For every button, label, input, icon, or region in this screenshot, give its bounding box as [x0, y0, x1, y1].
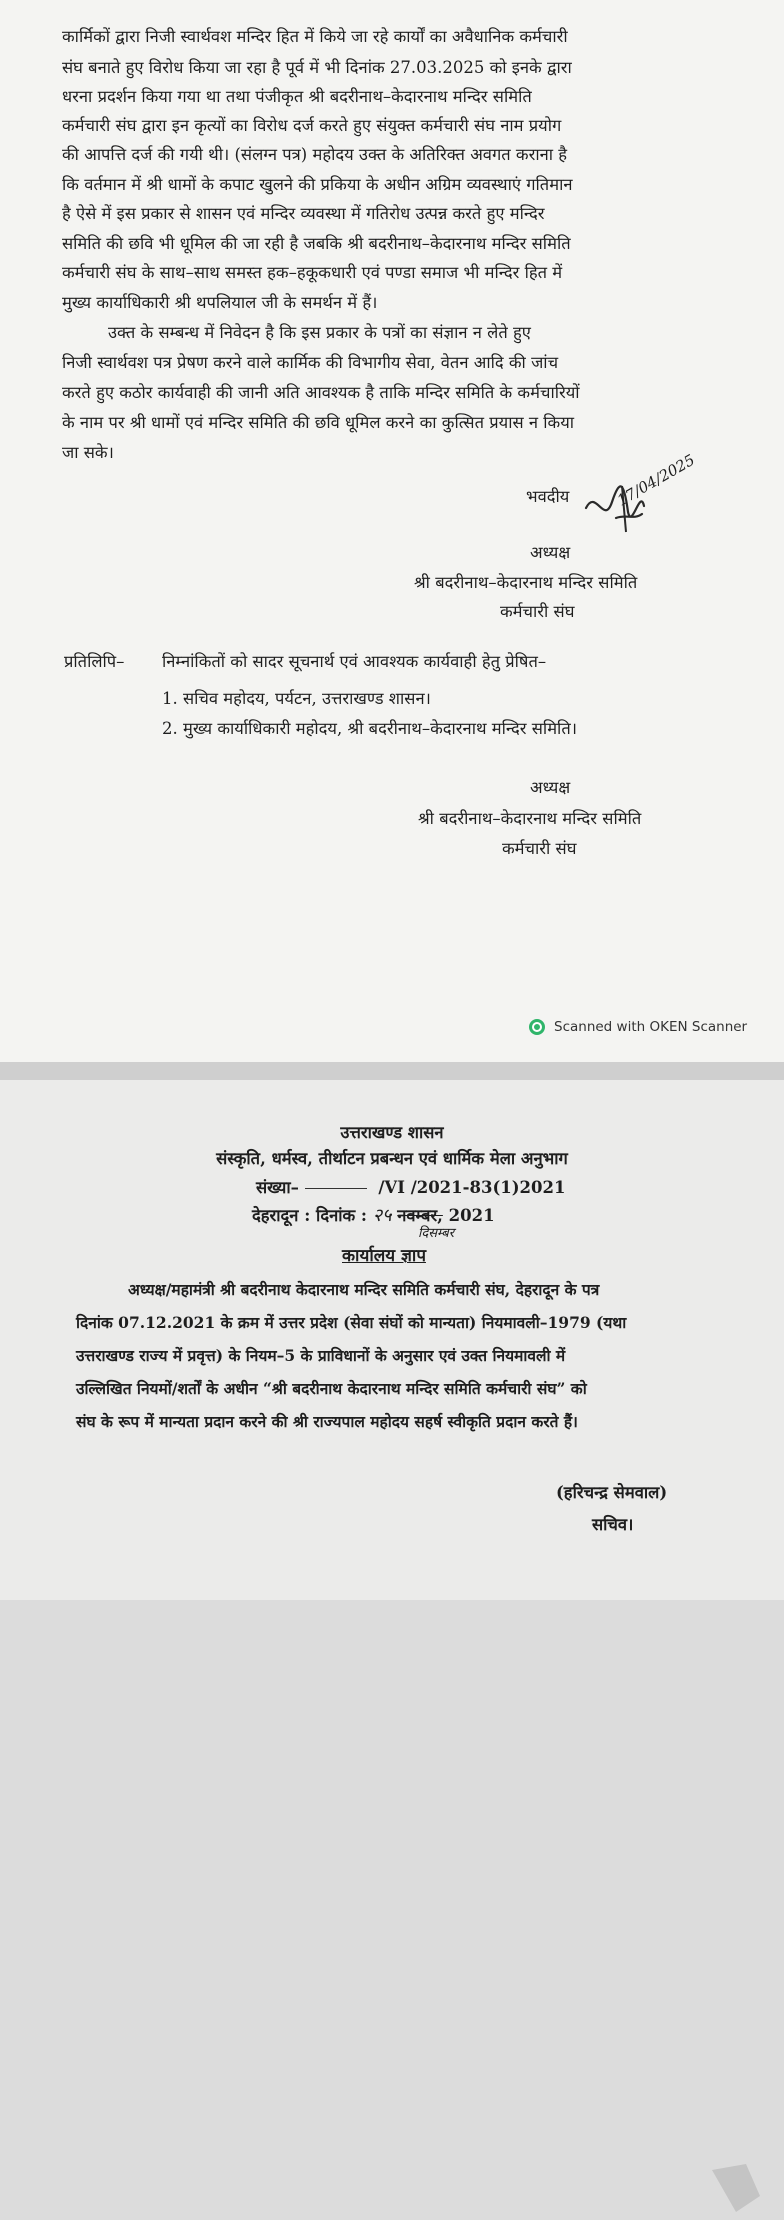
- memo-title: कार्यालय ज्ञाप: [342, 1246, 426, 1266]
- scanner-text: Scanned with OKEN Scanner: [554, 1019, 748, 1035]
- number-blank: [305, 1188, 367, 1189]
- copy-item-2: 2. मुख्य कार्याधिकारी महोदय, श्री बदरीनाथ–केदारनाथ मन्दिर समिति।: [162, 719, 577, 738]
- body-line: है ऐसे में इस प्रकार से शासन एवं मन्दिर व्यवस्था में गतिरोध उत्पन्न करते हुए मन्दिर: [62, 204, 545, 223]
- date-line: [252, 1203, 495, 1227]
- date-struck-month: नवम्बर,: [397, 1206, 443, 1225]
- memo-body-line: संघ के रूप में मान्यता प्रदान करने की श्री राज्यपाल महोदय सहर्ष स्वीकृति प्रदान करते हैं।: [76, 1412, 578, 1431]
- number-value: /VI /2021-83(1)2021: [378, 1178, 566, 1197]
- number-line: [256, 1175, 565, 1198]
- org2-name-line-2: कर्मचारी संघ: [502, 839, 577, 858]
- body-line: कर्मचारी संघ के साथ–साथ समस्त हक–हकूकधारी एवं पण्डा समाज भी मन्दिर हित में: [62, 263, 563, 282]
- org-name-line-2: कर्मचारी संघ: [500, 602, 575, 621]
- body-line: कार्मिकों द्वारा निजी स्वार्थवश मन्दिर हित में किये जा रहे कार्यों का अवैधानिक कर्मचारी: [62, 27, 568, 46]
- copy-text: निम्नांकितों को सादर सूचनार्थ एवं आवश्यक कार्यवाही हेतु प्रेषित–: [162, 652, 547, 671]
- scanner-logo-icon: [528, 1018, 546, 1036]
- body-line: करते हुए कठोर कार्यवाही की जानी अति आवश्यक है ताकि मन्दिर समिति के कर्मचारियों: [62, 383, 580, 402]
- letter-page-1: [0, 0, 784, 1062]
- date-label: देहरादून : दिनांक :: [252, 1206, 368, 1225]
- secretary-name: (हरिचन्द्र सेमवाल): [556, 1483, 668, 1502]
- body-line: समिति की छवि भी धूमिल की जा रही है जबकि श्री बदरीनाथ–केदारनाथ मन्दिर समिति: [62, 234, 571, 253]
- date-year: 2021: [448, 1206, 495, 1225]
- memo-body-line: अध्यक्ष/महामंत्री श्री बदरीनाथ केदारनाथ मन्दिर समिति कर्मचारी संघ, देहरादून के पत्र: [128, 1280, 600, 1299]
- date-handwritten-day: २५: [372, 1205, 392, 1226]
- body-line: कर्मचारी संघ द्वारा इन कृत्यों का विरोध दर्ज करते हुए संयुक्त कर्मचारी संघ नाम प्रयोग: [62, 116, 562, 135]
- body-line: धरना प्रदर्शन किया गया था तथा पंजीकृत श्री बदरीनाथ–केदारनाथ मन्दिर समिति: [62, 87, 532, 106]
- scanner-watermark: [528, 1018, 747, 1036]
- date-handwritten-month: दिसम्बर: [418, 1226, 455, 1241]
- body-line: मुख्य कार्याधिकारी श्री थपलियाल जी के समर्थन में हैं।: [62, 293, 378, 312]
- org-name-line-1: श्री बदरीनाथ–केदारनाथ मन्दिर समिति: [414, 573, 638, 592]
- memo-body-line: उल्लिखित नियमों/शर्तों के अधीन “श्री बदरीनाथ केदारनाथ मन्दिर समिति कर्मचारी संघ” को: [76, 1379, 587, 1398]
- org2-name-line-1: श्री बदरीनाथ–केदारनाथ मन्दिर समिति: [418, 809, 642, 828]
- body-line: संघ बनाते हुए विरोध किया जा रहा है पूर्व में भी दिनांक 27.03.2025 को इनके द्वारा: [62, 58, 572, 77]
- closing-salutation: भवदीय: [526, 487, 570, 506]
- gov-header: उत्तराखण्ड शासन: [340, 1123, 444, 1142]
- copy-item-1: 1. सचिव महोदय, पर्यटन, उत्तराखण्ड शासन।: [162, 689, 431, 708]
- body-line: कि वर्तमान में श्री धामों के कपाट खुलने की प्रकिया के अधीन अग्रिम व्यवस्थाएं गतिमान: [62, 175, 573, 194]
- memo-body-line: उत्तराखण्ड राज्य में प्रवृत्त) के नियम–5 के प्राविधानों के अनुसार एवं उक्त नियमावली में: [76, 1346, 566, 1365]
- copy-label: प्रतिलिपि–: [64, 652, 125, 671]
- body-line: की आपत्ति दर्ज की गयी थी। (संलग्न पत्र) महोदय उक्त के अतिरिक्त अवगत कराना है: [62, 145, 568, 164]
- body-line: के नाम पर श्री धामों एवं मन्दिर समिति की छवि धूमिल करने का कुत्सित प्रयास न किया: [62, 413, 575, 432]
- signature-date: 17/04/2025: [614, 450, 698, 510]
- body-line: निजी स्वार्थवश पत्र प्रेषण करने वाले कार्मिक की विभागीय सेवा, वेतन आदि की जांच: [62, 353, 559, 372]
- signatory-title-2: अध्यक्ष: [530, 778, 571, 797]
- page-divider: [0, 1062, 784, 1080]
- paper-fold-mark: [706, 2160, 766, 2220]
- body-line: उक्त के सम्बन्ध में निवेदन है कि इस प्रकार के पत्रों का संज्ञान न लेते हुए: [108, 323, 531, 342]
- dept-header: संस्कृति, धर्मस्व, तीर्थाटन प्रबन्धन एवं धार्मिक मेला अनुभाग: [216, 1149, 568, 1168]
- letter-page-2: [0, 1080, 784, 1600]
- body-line: जा सके।: [62, 443, 114, 462]
- number-label: संख्या–: [256, 1178, 299, 1197]
- secretary-post: सचिव।: [592, 1515, 634, 1534]
- memo-body-line: दिनांक 07.12.2021 के क्रम में उत्तर प्रदेश (सेवा संघों को मान्यता) नियमावली–1979 (यथा: [76, 1313, 627, 1332]
- signatory-title: अध्यक्ष: [530, 543, 571, 562]
